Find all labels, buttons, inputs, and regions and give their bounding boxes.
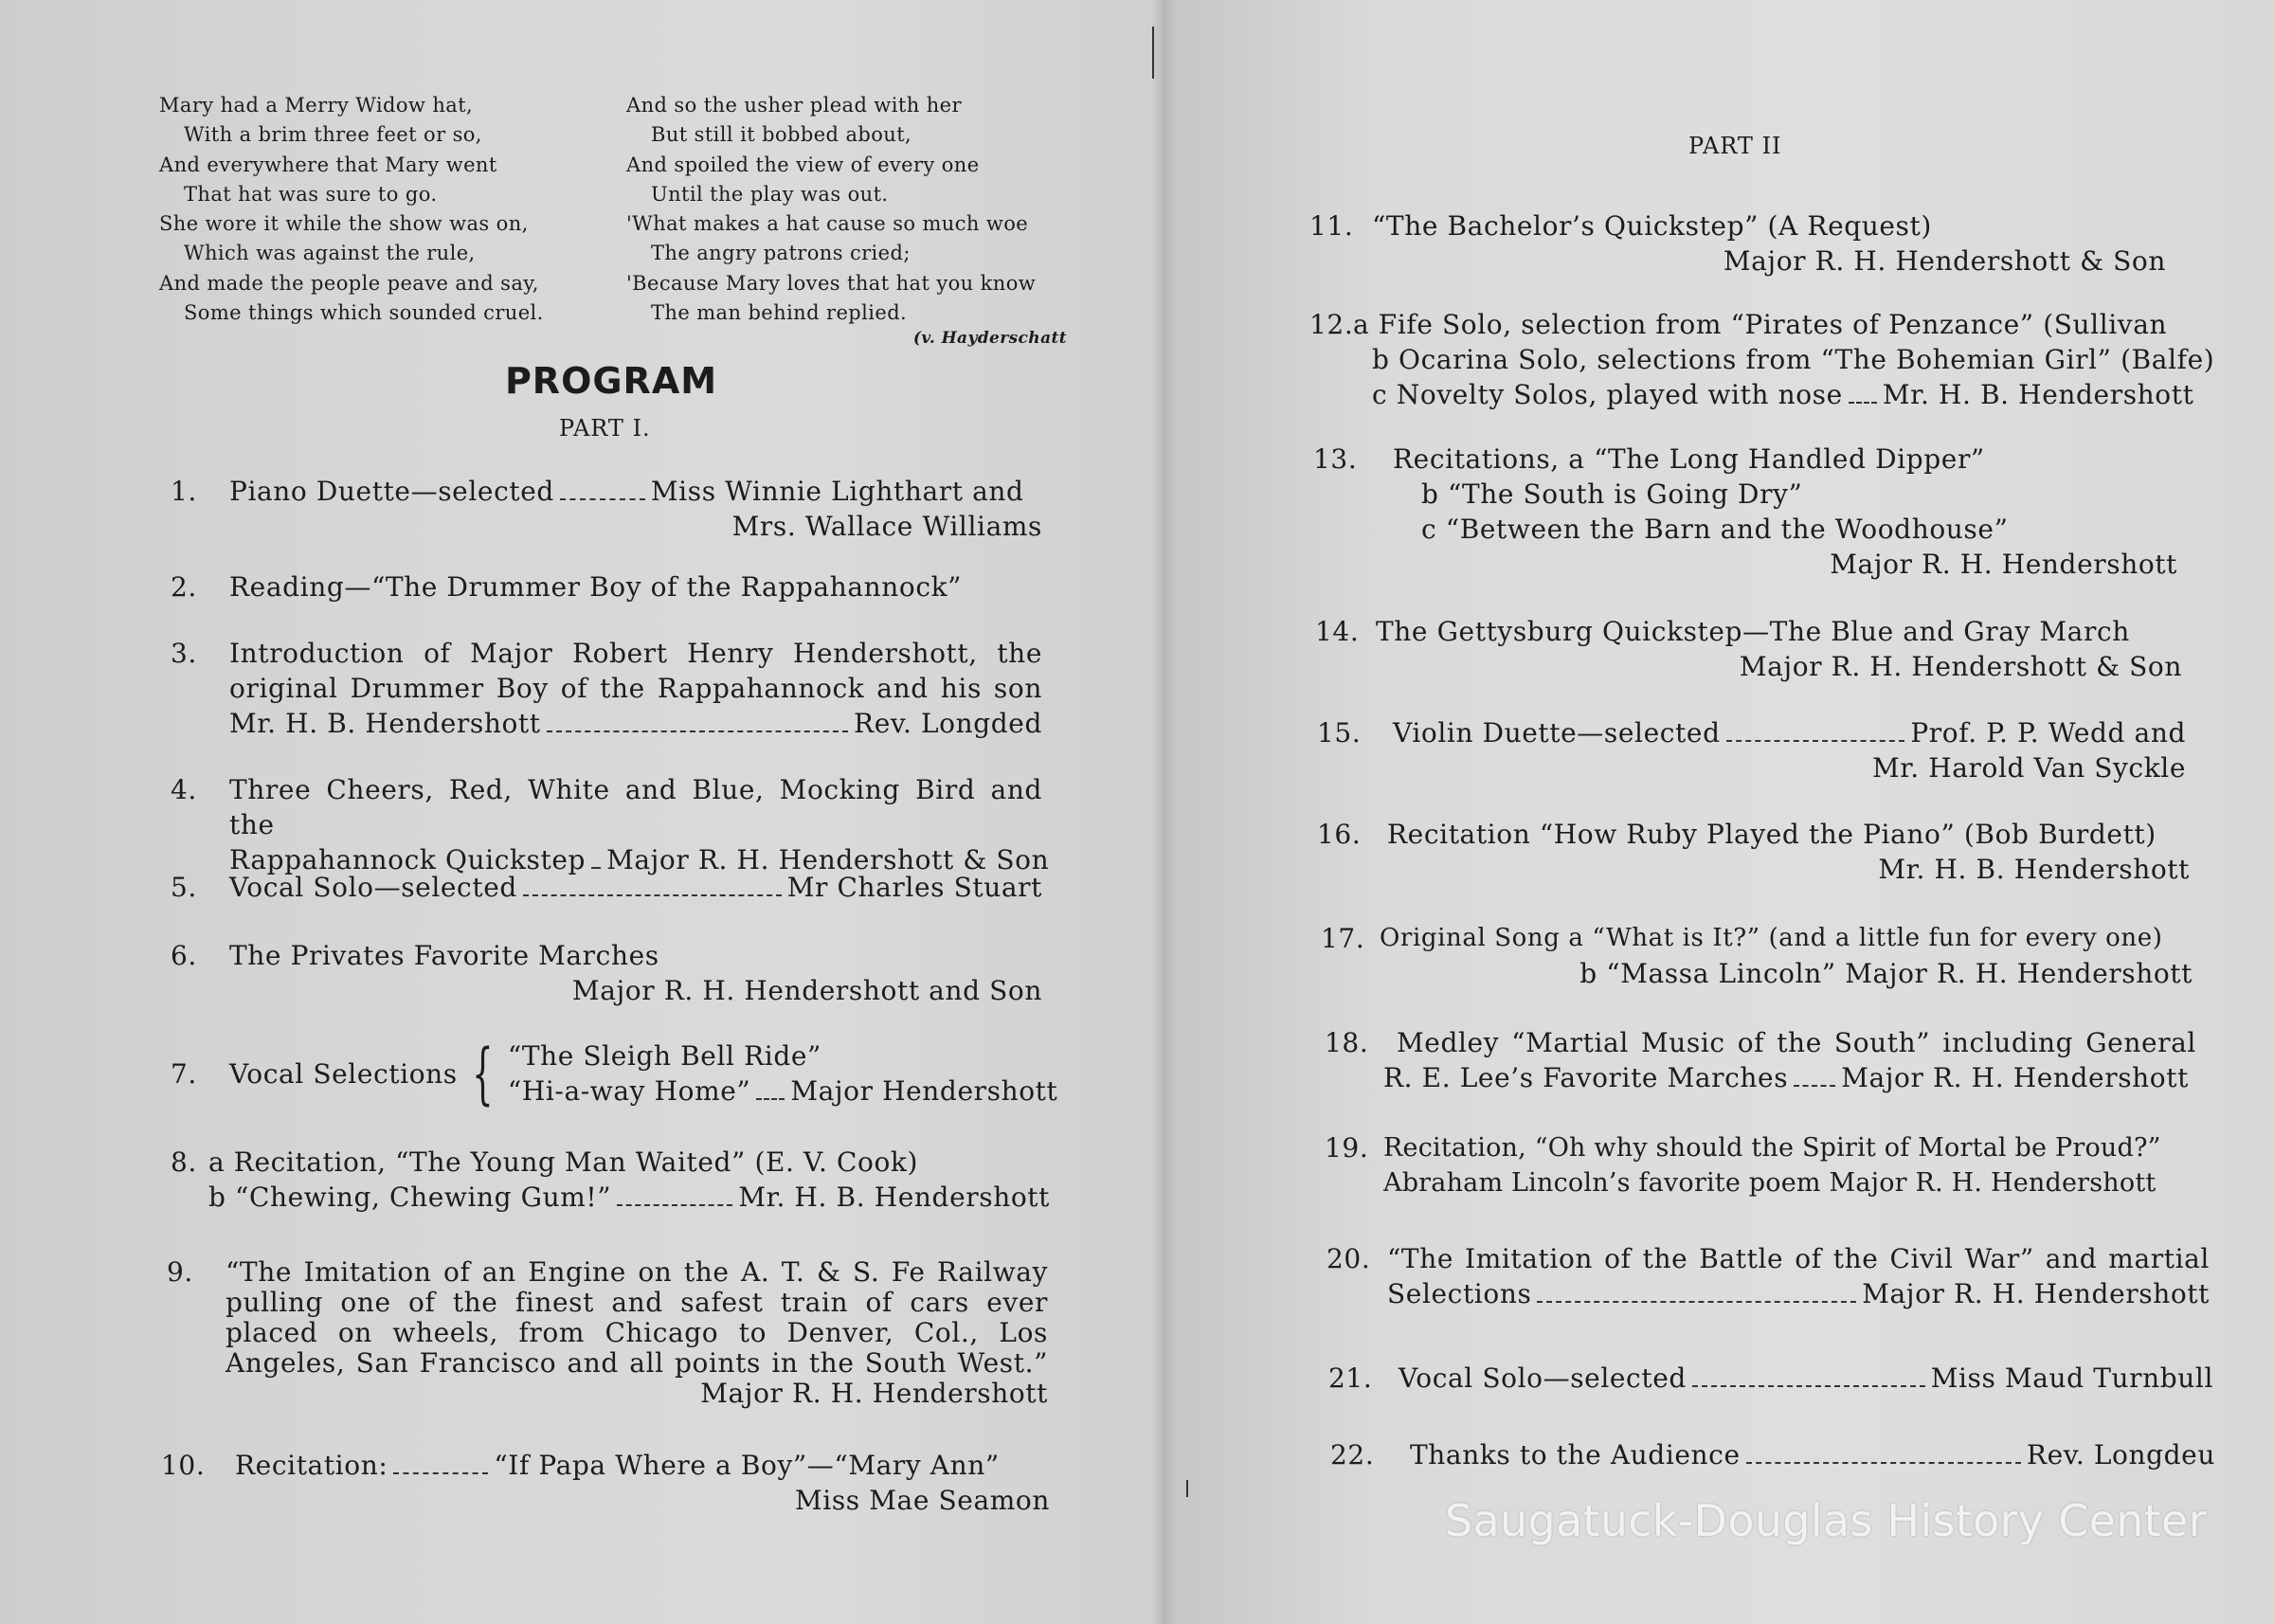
leader-dots: [756, 1098, 785, 1100]
poem-line: And made the people peave and say,: [159, 271, 539, 295]
program-item-15: [1317, 715, 2186, 785]
program-item-11: [1309, 208, 2166, 279]
program-item-22: [1330, 1437, 2215, 1472]
item-number: 14.: [1315, 616, 1360, 647]
poem-line: Mary had a Merry Widow hat,: [159, 94, 474, 117]
item-act: b “Chewing, Chewing Gum!”: [208, 1182, 612, 1213]
item-act: c Novelty Solos, played with nose: [1372, 379, 1843, 410]
item-act: Vocal Solo—selected: [229, 872, 517, 903]
item-text: placed on wheels, from Chicago to Denver, Col., Los: [226, 1317, 1048, 1348]
item-text: a Fife Solo, selection from “Pirates of Penzance” (Sullivan: [1353, 309, 2168, 340]
item-text: “The Imitation of the Battle of the Civil War” and martial: [1387, 1243, 2210, 1274]
item-number: 9.: [167, 1256, 193, 1288]
poem-line: Which was against the rule,: [184, 242, 476, 265]
poem-column-2: [626, 91, 1067, 348]
item-performer: Major R. H. Hendershott: [700, 1378, 1048, 1409]
item-performer: Major R. H. Hendershott & Son: [606, 844, 1050, 875]
program-item-8: [171, 1145, 1050, 1215]
poem-line: 'Because Mary loves that hat you know: [626, 271, 1037, 295]
crease-mark: [1152, 27, 1154, 79]
item-act: R. E. Lee’s Favorite Marches: [1383, 1062, 1789, 1093]
item-performer: Major Hendershott: [790, 1075, 1058, 1107]
item-text: Abraham Lincoln’s favorite poem Major R. H. Hendershott: [1383, 1168, 2157, 1198]
item-performer: Prof. P. P. Wedd and: [1910, 717, 2186, 749]
item-text: b “Massa Lincoln” Major R. H. Hendershott: [1579, 958, 2193, 989]
item-performer: Miss Mae Seamon: [795, 1485, 1050, 1516]
poem-line: And so the usher plead with her: [626, 94, 962, 117]
item-text: c “Between the Barn and the Woodhouse”: [1421, 514, 2009, 545]
item-text: Reading—“The Drummer Boy of the Rappahannock”: [229, 571, 963, 603]
item-number: 12.: [1309, 309, 1354, 340]
item-performer: Major R. H. Hendershott: [1830, 549, 2177, 580]
item-number: 3.: [171, 638, 197, 669]
item-text: a Recitation, “The Young Man Waited” (E. V. Cook): [208, 1146, 918, 1178]
item-number: 17.: [1321, 923, 1365, 954]
item-act: Vocal Selections: [229, 1057, 458, 1090]
item-number: 11.: [1309, 210, 1354, 242]
item-act: Rappahannock Quickstep: [229, 844, 587, 875]
item-number: 21.: [1328, 1362, 1373, 1394]
program-item-19: [1325, 1130, 2206, 1200]
item-performer: Mr. H. B. Hendershott: [738, 1182, 1050, 1213]
crease-mark: [1186, 1480, 1188, 1497]
leader-dots: [523, 894, 782, 896]
item-number: 4.: [171, 774, 197, 805]
item-number: 6.: [171, 940, 197, 971]
item-text: Recitations, a “The Long Handled Dipper”: [1393, 443, 1985, 475]
part-1-title: PART I.: [559, 415, 651, 442]
item-text: Medley “Martial Music of the South” including General: [1397, 1027, 2196, 1058]
item-performer: Major R. H. Hendershott & Son: [1723, 245, 2166, 277]
poem-line: That hat was sure to go.: [184, 182, 438, 206]
leader-dots: [547, 731, 848, 732]
program-item-7: [171, 1035, 1058, 1112]
item-number: 5.: [171, 872, 197, 903]
item-number: 20.: [1326, 1243, 1371, 1274]
item-act: Violin Duette—selected: [1393, 717, 1721, 749]
item-performer: Rev. Longded: [854, 708, 1042, 739]
poem-line: Some things which sounded cruel.: [184, 301, 544, 325]
poem-line: 'What makes a hat cause so much woe: [626, 212, 1029, 236]
leader-dots: [1537, 1301, 1856, 1303]
watermark: Saugatuck-Douglas History Center: [1445, 1495, 2207, 1546]
poem-line: With a brim three feet or so,: [184, 123, 482, 147]
item-performer: Major R. H. Hendershott & Son: [1739, 651, 2182, 682]
poem-line: And everywhere that Mary went: [159, 153, 497, 176]
leader-dots: [560, 498, 645, 500]
item-number: 19.: [1325, 1132, 1369, 1164]
item-number: 15.: [1317, 717, 1362, 749]
program-item-20: [1326, 1241, 2210, 1311]
item-performer: Mr Charles Stuart: [786, 872, 1042, 903]
program-item-12: [1309, 307, 2215, 412]
item-text: Original Song a “What is It?” (and a little fun for every one): [1380, 924, 2163, 952]
leader-dots: [1794, 1085, 1835, 1087]
program-item-4: [171, 772, 1050, 877]
item-act: Mr. H. B. Hendershott: [229, 708, 541, 739]
item-performer: Mr. H. B. Hendershott: [1882, 379, 2194, 410]
item-text: Recitation “How Ruby Played the Piano” (Bob Burdett): [1387, 819, 2157, 850]
item-text: original Drummer Boy of the Rappahannock and his son: [229, 673, 1042, 704]
item-title: “If Papa Where a Boy”—“Mary Ann”: [494, 1450, 1000, 1481]
song-title: “Hi-a-way Home”: [507, 1075, 751, 1107]
item-number: 10.: [161, 1450, 206, 1481]
program-item-5: [171, 870, 1042, 905]
item-number: 16.: [1317, 819, 1362, 850]
item-text: b Ocarina Solo, selections from “The Bohemian Girl” (Balfe): [1372, 344, 2215, 375]
program-item-14: [1315, 614, 2182, 684]
item-text: Recitation, “Oh why should the Spirit of Mortal be Proud?”: [1383, 1133, 2161, 1163]
item-act: Selections: [1387, 1278, 1532, 1309]
item-performer: Mr. H. B. Hendershott: [1878, 854, 2190, 885]
item-number: 8.: [171, 1146, 197, 1178]
program-item-18: [1325, 1025, 2196, 1095]
program-item-9: [167, 1257, 1048, 1409]
program-item-6: [171, 938, 1042, 1008]
poem-line: Until the play was out.: [651, 182, 889, 206]
item-act: Piano Duette—selected: [229, 476, 554, 507]
item-text: The Privates Favorite Marches: [229, 940, 659, 971]
item-act: Recitation:: [235, 1450, 388, 1481]
program-item-17: [1321, 921, 2193, 991]
program-item-21: [1328, 1361, 2213, 1396]
part-2-title: PART II: [1688, 133, 1782, 159]
poem-line: And spoiled the view of every one: [626, 153, 980, 176]
poem-line: She wore it while the show was on,: [159, 212, 529, 236]
brace-glyph: {: [472, 1035, 494, 1112]
item-text: Angeles, San Francisco and all points in the South West.”: [226, 1347, 1048, 1379]
item-number: 2.: [171, 571, 197, 603]
poem-attribution: (v. Hayderschatt: [912, 329, 1067, 348]
item-performer: Rev. Longdeu: [2026, 1439, 2215, 1471]
poem-line: The angry patrons cried;: [651, 242, 911, 265]
leader-dots: [1746, 1462, 2021, 1464]
song-title: “The Sleigh Bell Ride”: [507, 1040, 821, 1072]
program-item-2: [171, 569, 1042, 604]
item-text: The Gettysburg Quickstep—The Blue and Gray March: [1376, 616, 2130, 647]
item-number: 18.: [1325, 1027, 1369, 1058]
program-item-16: [1317, 817, 2190, 887]
item-text: b “The South is Going Dry”: [1421, 478, 1803, 510]
item-number: 7.: [171, 1057, 197, 1090]
program-title: PROGRAM: [504, 360, 718, 402]
item-number: 22.: [1330, 1439, 1375, 1471]
program-item-1: [171, 474, 1042, 544]
item-performer: Major R. H. Hendershott and Son: [571, 975, 1042, 1006]
item-performer: Mrs. Wallace Williams: [731, 511, 1042, 542]
program-item-10: [161, 1448, 1050, 1518]
leader-dots: [591, 867, 601, 869]
item-text: “The Imitation of an Engine on the A. T. & S. Fe Railway: [226, 1256, 1048, 1288]
leader-dots: [393, 1472, 488, 1474]
item-performer: Miss Winnie Lighthart and: [650, 476, 1024, 507]
leader-dots: [1692, 1385, 1925, 1387]
item-text: Introduction of Major Robert Henry Hendershott, the: [229, 638, 1042, 669]
page-fold: [1151, 0, 1178, 1624]
poem-column-1: [159, 91, 544, 328]
item-performer: Major R. H. Hendershott: [1841, 1062, 2189, 1093]
item-act: Thanks to the Audience: [1410, 1439, 1741, 1471]
leader-dots: [1849, 402, 1877, 404]
item-number: 13.: [1313, 443, 1358, 475]
item-text: “The Bachelor’s Quickstep” (A Request): [1372, 210, 1932, 242]
item-text: Three Cheers, Red, White and Blue, Mocking Bird and the: [229, 774, 1042, 840]
program-item-3: [171, 636, 1042, 741]
item-performer: Mr. Harold Van Syckle: [1872, 752, 2186, 784]
program-item-13: [1313, 442, 2177, 582]
poem-line: But still it bobbed about,: [651, 123, 912, 147]
item-number: 1.: [171, 476, 197, 507]
leader-dots: [1726, 740, 1905, 742]
item-performer: Miss Maud Turnbull: [1930, 1362, 2213, 1394]
item-text: pulling one of the finest and safest train of cars ever: [226, 1287, 1048, 1318]
item-act: Vocal Solo—selected: [1399, 1362, 1687, 1394]
leader-dots: [617, 1204, 732, 1206]
poem-line: The man behind replied.: [651, 301, 908, 325]
item-performer: Major R. H. Hendershott: [1862, 1278, 2210, 1309]
